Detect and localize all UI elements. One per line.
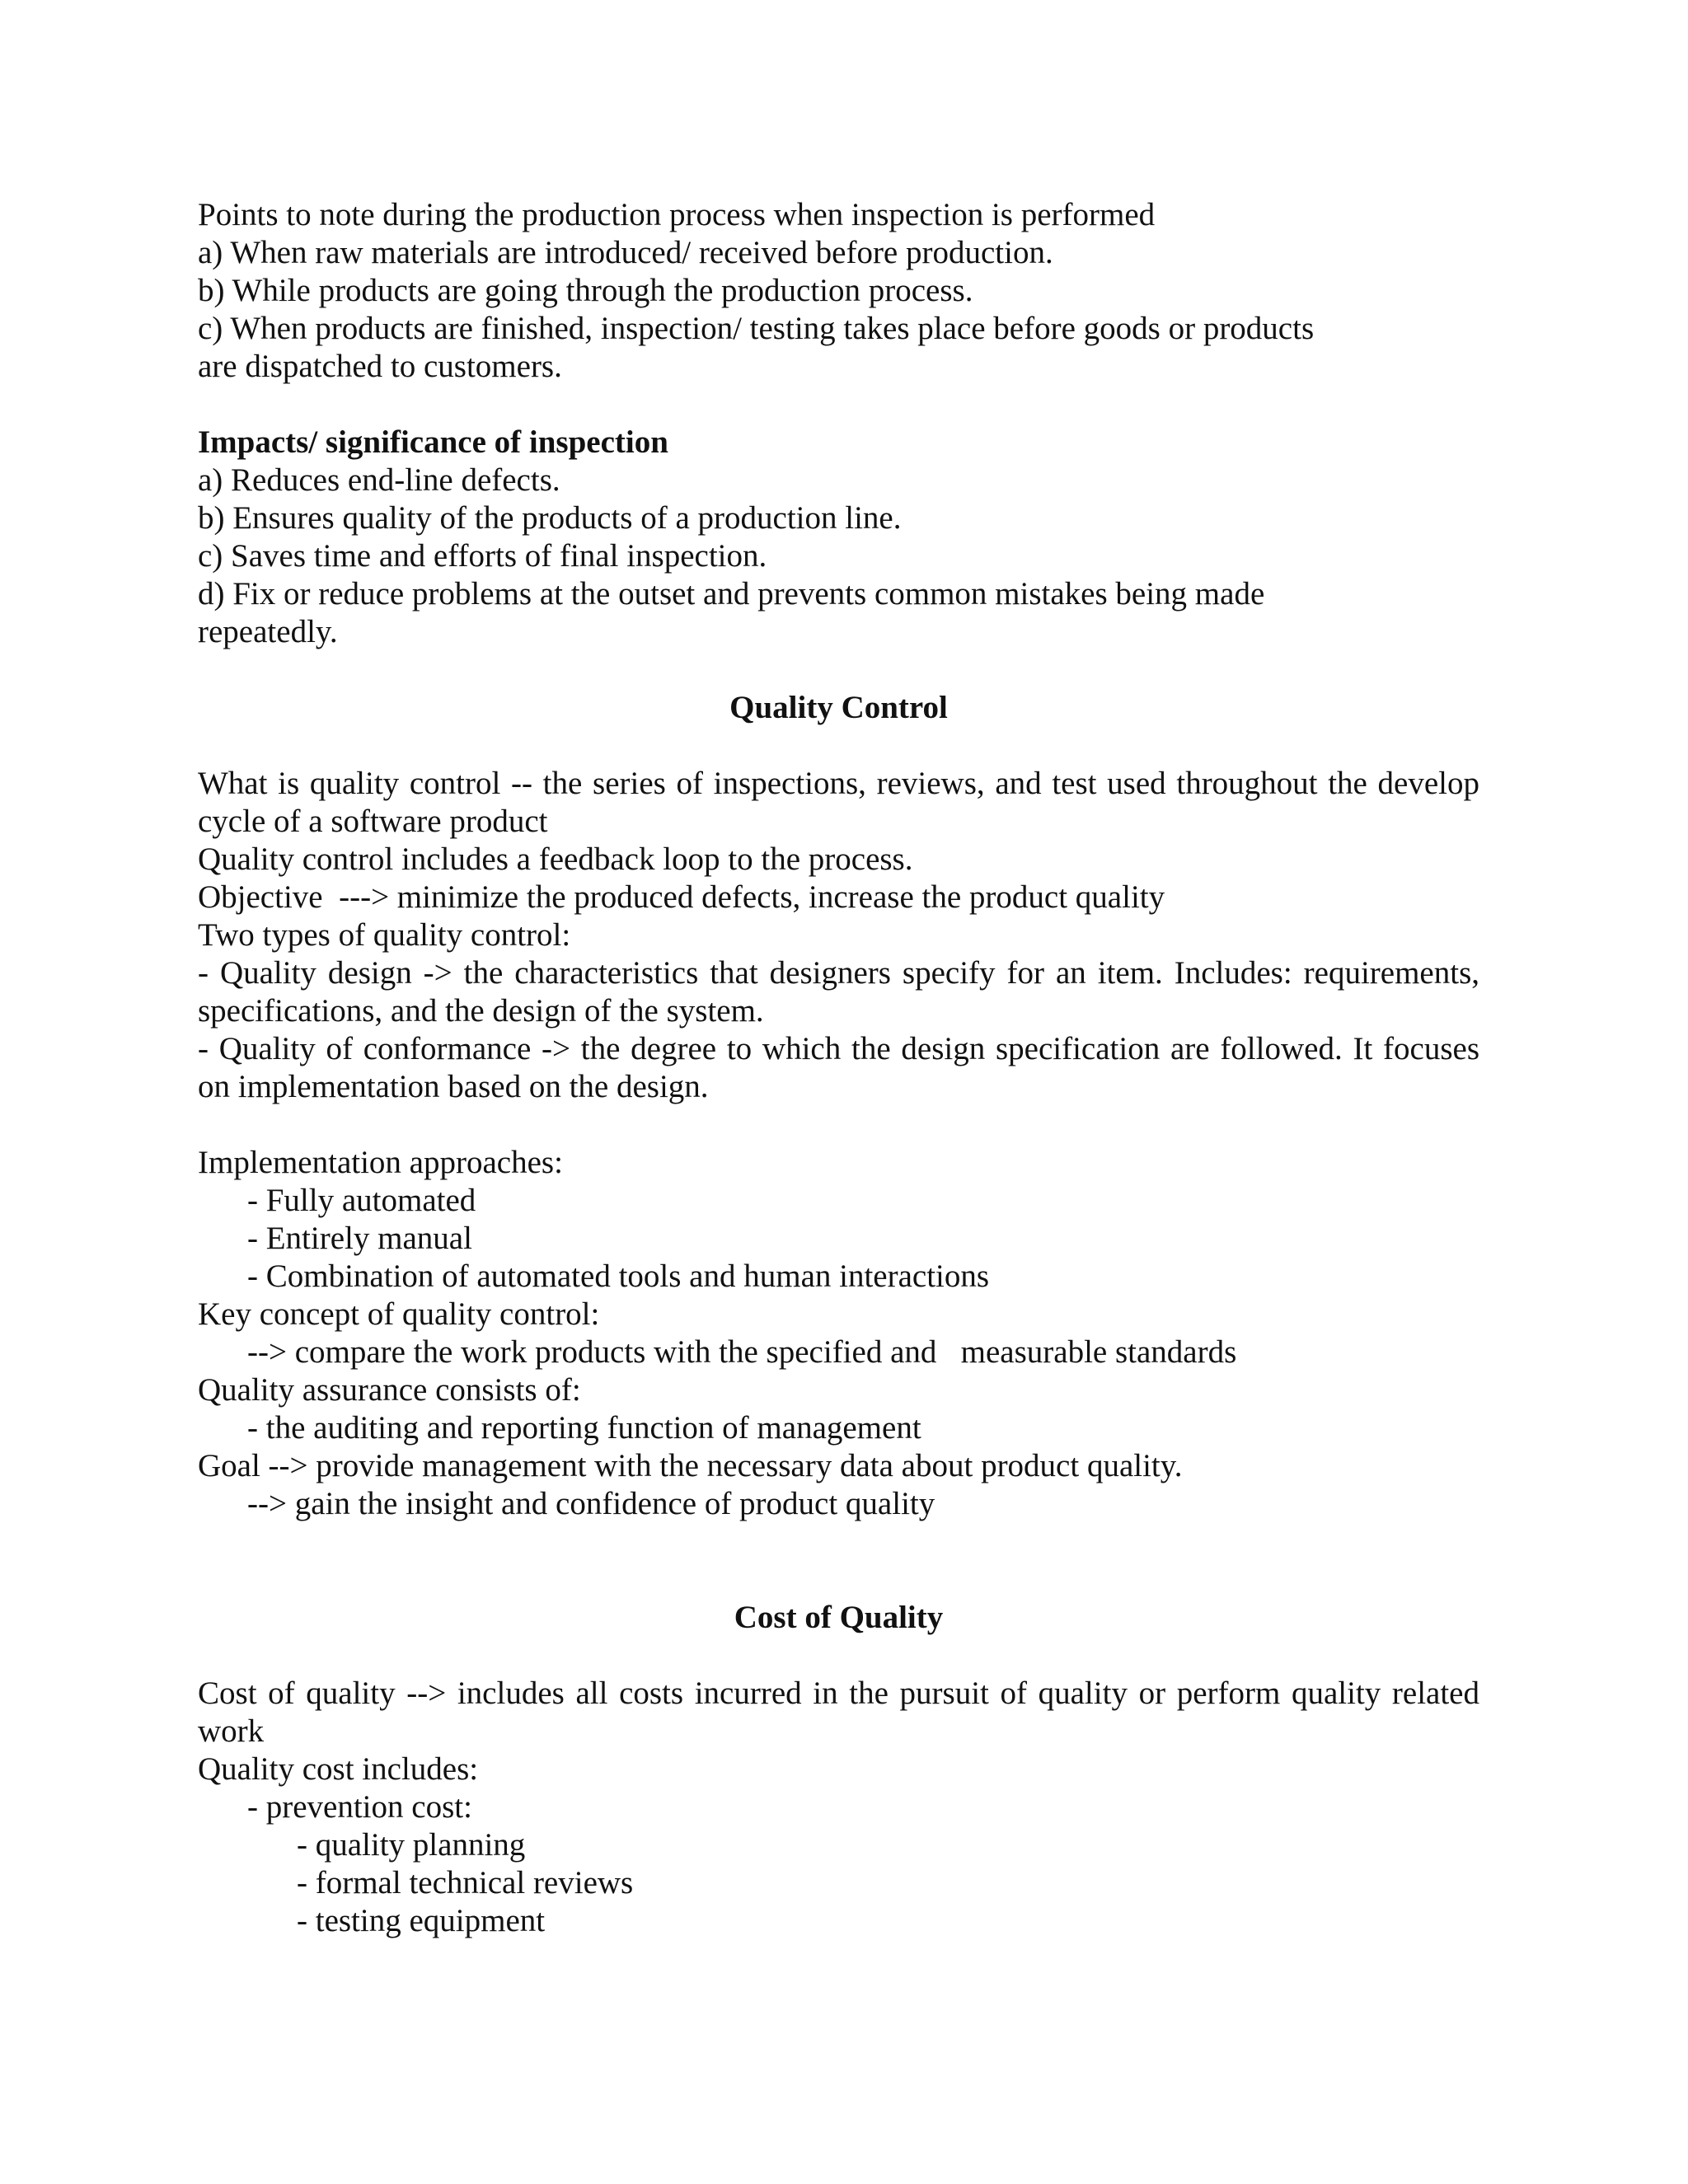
key-concept-label: Key concept of quality control: (198, 1296, 600, 1332)
quality-control-types-label: Two types of quality control: (198, 917, 571, 953)
impacts-item-b: b) Ensures quality of the products of a production line. (198, 500, 902, 536)
goal-continued: --> gain the insight and confidence of product quality (247, 1486, 935, 1521)
qa-label: Quality assurance consists of: (198, 1372, 581, 1408)
spacer (198, 386, 1479, 424)
prevention-item: - quality planning (297, 1827, 526, 1863)
impacts-heading: Impacts/ significance of inspection (198, 424, 668, 460)
inspection-item-a: a) When raw materials are introduced/ received before production. (198, 235, 1053, 270)
impacts-item-c: c) Saves time and efforts of final inspection. (198, 538, 767, 574)
inspection-item-c-continued: are dispatched to customers. (198, 349, 562, 384)
goal-line: Goal --> provide management with the necessary data about product quality. (198, 1448, 1183, 1483)
cost-of-quality-heading: Cost of Quality (734, 1600, 944, 1635)
cost-of-quality-definition: Cost of quality --> includes all costs incurred in the pursuit of quality or perform quality related work (198, 1675, 1479, 1749)
inspection-item-c: c) When products are finished, inspection/ testing takes place before goods or products (198, 311, 1315, 346)
approaches-label: Implementation approaches: (198, 1145, 563, 1180)
impacts-item-a: a) Reduces end-line defects. (198, 462, 560, 498)
approach-item: - Fully automated (247, 1183, 476, 1218)
spacer (198, 1637, 1479, 1675)
key-concept-item: --> compare the work products with the specified and measurable standards (247, 1334, 1237, 1370)
spacer (198, 727, 1479, 765)
quality-design-type: - Quality design -> the characteristics that designers specify for an item. Includes: requirements, specifications, and the design of the system. (198, 955, 1479, 1029)
quality-control-definition: What is quality control -- the series of inspections, reviews, and test used throughout the develop cycle of a software product (198, 766, 1479, 839)
spacer (198, 651, 1479, 689)
document-page (198, 196, 1479, 1940)
spacer (198, 1523, 1479, 1599)
quality-conformance-type: - Quality of conformance -> the degree to which the design specification are followed. It focuses on implementation based on the design. (198, 1031, 1479, 1104)
prevention-cost-label: - prevention cost: (247, 1789, 472, 1825)
spacer (198, 1106, 1479, 1144)
inspection-item-b: b) While products are going through the production process. (198, 273, 973, 308)
prevention-item: - testing equipment (297, 1903, 546, 1938)
quality-control-heading: Quality Control (729, 690, 948, 725)
quality-cost-includes-label: Quality cost includes: (198, 1751, 479, 1787)
inspection-intro: Points to note during the production process when inspection is performed (198, 197, 1156, 232)
approach-item: - Combination of automated tools and human interactions (247, 1258, 990, 1294)
quality-control-objective: Objective ---> minimize the produced defects, increase the product quality (198, 879, 1165, 915)
quality-control-feedback: Quality control includes a feedback loop to the process. (198, 841, 913, 877)
prevention-item: - formal technical reviews (297, 1865, 634, 1900)
impacts-item-d: d) Fix or reduce problems at the outset and prevents common mistakes being made (198, 576, 1265, 612)
approach-item: - Entirely manual (247, 1221, 472, 1256)
qa-item: - the auditing and reporting function of management (247, 1410, 921, 1446)
impacts-item-d-continued: repeatedly. (198, 614, 338, 649)
